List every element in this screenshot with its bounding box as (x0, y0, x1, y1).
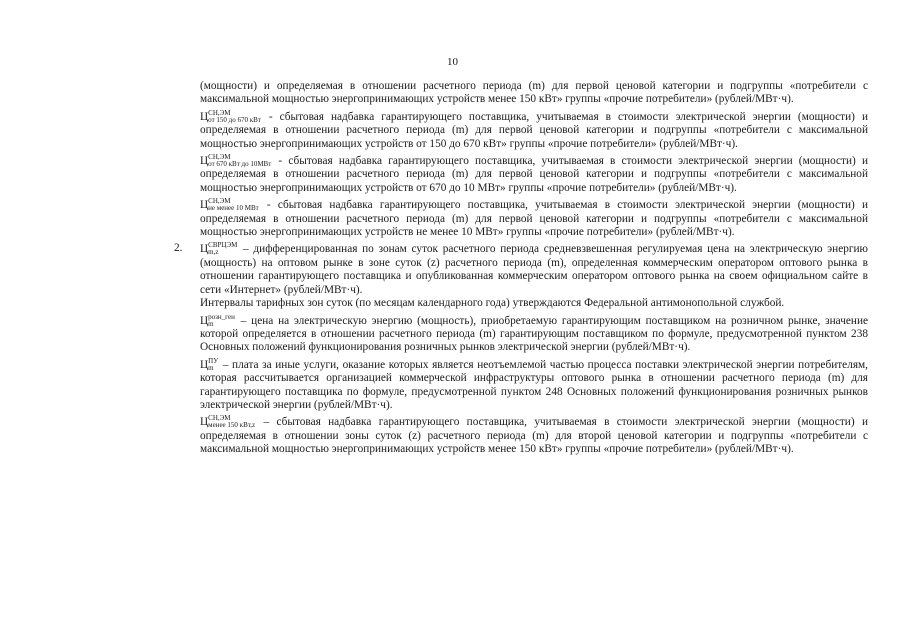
formula-symbol: Ц (200, 155, 209, 168)
formula-subscript: от 150 до 670 кВт (208, 115, 261, 124)
definition-text: – цена на электрическую энергию (мощность), приобретаемую гарантирующим поставщиком на розничном рынке, значение которой определяется в отношении расчетного периода (m) гарантирующим поставщиком по формуле, предусмотренной пунктом 238 Основных положений функционирования розничных рынков электрической энергии (рублей/МВт·ч). (200, 314, 868, 354)
formula-subscript: менее 150 кВт,z (208, 421, 256, 430)
document-body (174, 80, 868, 457)
formula-subscript: от 670 кВт до 10МВт (208, 160, 272, 169)
formula-superscript: СВРЦЭМ (208, 241, 238, 250)
formula-superscript: СН,ЭМ (208, 153, 231, 162)
definition-text: – сбытовая надбавка гарантирующего поставщика, учитываемая в стоимости электрической энергии (мощности) и определяемая в отношении зоны суток (z) расчетного периода (m) для второй ценовой категории и подгруппы «потребители с максимальной мощностью энергопринимающих устройств менее 150 кВт» группы «прочие потребители» (рублей/МВт·ч). (200, 416, 868, 456)
formula-symbol: Ц (200, 110, 209, 123)
formula-symbol: Ц (200, 199, 209, 212)
formula-symbol: Ц (200, 416, 209, 429)
item-number: 2. (174, 242, 183, 255)
page-number: 10 (447, 56, 458, 68)
definition-text: - сбытовая надбавка гарантирующего поставщика, учитываемая в стоимости электрической энергии (мощности) и определяемая в отношении расчетного периода (m) для первой ценовой категории и подгруппы «потребители с максимальной мощностью энергопринимающих устройств от 670 до 10 МВт» группы «прочие потребители» (рублей/МВт·ч). (200, 155, 868, 194)
formula-superscript: СН,ЭМ (208, 414, 231, 423)
intro-paragraph: (мощности) и определяемая в отношении расчетного периода (m) для первой ценовой категории и подгруппы «потребители с максимальной мощностью энергопринимающих устройств менее 150 кВт» группы «прочие потребители» (рублей/МВт·ч). (200, 80, 868, 106)
definition-text: - сбытовая надбавка гарантирующего поставщика, учитываемая в стоимости электрической энергии (мощности) и определяемая в отношении расчетного периода (m) для первой ценовой категории и подгруппы «потребители с максимальной мощностью энергопринимающих устройств не менее 10 МВт» группы «прочие потребители» (рублей/МВт·ч). (200, 199, 868, 239)
definition-text: – плата за иные услуги, оказание которых является неотъемлемой частью процесса поставки электрической энергии потребителям, которая рассчитывается организацией коммерческой инфраструктуры оптового рынка в отношении расчетного периода (m) для гарантирующего поставщика по формуле, предусмотренной пунктом 248 Основных положений функционирования розничных рынков электрической энергии (рублей/МВт·ч). (200, 358, 868, 411)
definition-retail-generation-price (200, 314, 868, 355)
formula-symbol: Ц (200, 358, 209, 371)
item-2-paragraph (174, 241, 868, 297)
formula-symbol: Ц (200, 314, 209, 327)
formula-subscript: m (208, 363, 214, 372)
formula-subscript: не менее 10 МВт (208, 204, 259, 213)
formula-superscript: розн_ген (208, 312, 235, 321)
definition-text: - сбытовая надбавка гарантирующего поставщика, учитываемая в стоимости электрической энергии (мощности) и определяемая в отношении расчетного периода (m) для первой ценовой категории и подгруппы «потребители с максимальной мощностью энергопринимающих устройств от 150 до 670 кВт» группы «прочие потребители» (рублей/МВт·ч). (200, 110, 868, 150)
definition-from-150-to-670 (200, 110, 868, 151)
definition-not-less-10mw (200, 198, 868, 239)
definition-text: – дифференцированная по зонам суток расчетного периода средневзвешенная регулируемая цена на электрическую энергию (мощность) на оптовом рынке в зоне суток (z) расчетного периода (m), определенная коммерческим оператором оптового рынка в отношении гарантирующего поставщика и опубликованная коммерческим оператором оптового рынка на своем официальном сайте в сети «Интернет» (рублей/МВт·ч). (200, 243, 868, 296)
formula-symbol: Ц (200, 243, 209, 256)
formula-subscript: m,z (208, 248, 219, 257)
definition-less-150-zone (200, 415, 868, 456)
formula-subscript: m (208, 319, 214, 328)
intervals-paragraph: Интервалы тарифных зон суток (по месяцам календарного года) утверждаются Федеральной антимонопольной службой. (200, 297, 785, 310)
definition-other-services-fee (200, 358, 868, 413)
formula-superscript: СН,ЭМ (208, 197, 231, 206)
formula-superscript: ПУ (208, 356, 219, 365)
definition-from-670-to-10mw (200, 154, 868, 195)
formula-superscript: СН,ЭМ (208, 108, 231, 117)
